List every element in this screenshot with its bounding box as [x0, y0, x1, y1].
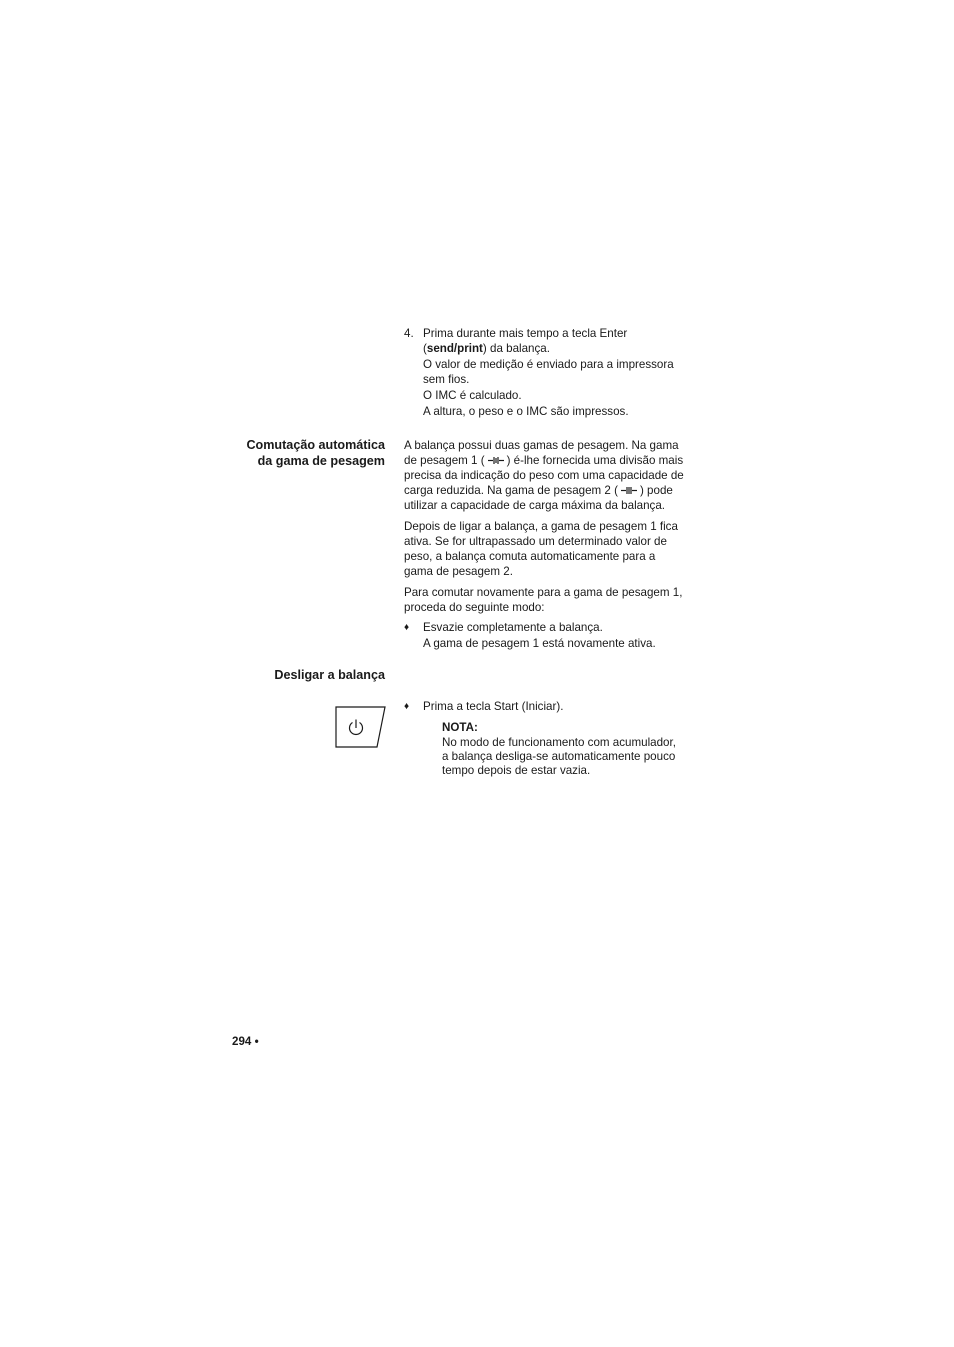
- paragraph-1: A balança possui duas gamas de pesagem. Na gama de pesagem 1 ( ) é-lhe fornecida uma divisão mais precisa da indicação do peso com uma capacidade de carga reduzida. Na gama de pesagem 2 ( ) pode utilizar a capacidade de carga máxima da balança.: [404, 439, 684, 512]
- step-line: A altura, o peso e o IMC são impressos.: [423, 405, 629, 418]
- bullet-diamond-icon: ♦: [404, 701, 410, 712]
- step-4: [404, 326, 704, 419]
- weighing-range-1-icon: [487, 456, 505, 465]
- bullet-item: ♦ Esvazie completamente a balança. A gama de pesagem 1 está novamente ativa.: [404, 621, 656, 650]
- step-number: 4.: [404, 327, 414, 340]
- step-line: O IMC é calculado.: [423, 389, 522, 402]
- paragraph-3: Para comutar novamente para a gama de pesagem 1, proceda do seguinte modo:: [404, 586, 683, 614]
- step-line-key: (send/print) da balança.: [423, 342, 550, 355]
- step-line: O valor de medição é enviado para a impressora: [423, 358, 674, 371]
- paragraph-2: Depois de ligar a balança, a gama de pesagem 1 fica ativa. Se for ultrapassado um determinado valor de peso, a balança comuta automaticamente para a gama de pesagem 2.: [404, 520, 678, 578]
- section-body-turn-off: [404, 699, 704, 778]
- section-body-auto-range: [404, 438, 704, 651]
- note-box: NOTA: No modo de funcionamento com acumulador, a balança desliga-se automaticamente pouco tempo depois de estar vazia.: [442, 720, 704, 778]
- step-line: Prima durante mais tempo a tecla Enter: [423, 327, 628, 340]
- weighing-range-2-icon: [620, 486, 638, 495]
- step-line: sem fios.: [423, 373, 470, 386]
- section-heading-turn-off: Desligar a balança: [274, 668, 385, 682]
- bullet-item: ♦ Prima a tecla Start (Iniciar).: [404, 700, 564, 713]
- bullet-diamond-icon: ♦: [404, 622, 410, 633]
- power-key-icon: [335, 706, 387, 748]
- send-print-key-label: send/print: [426, 342, 483, 355]
- page-number: 294 •: [232, 1035, 259, 1048]
- section-heading-auto-range: Comutação automática da gama de pesagem: [246, 438, 385, 468]
- note-title: NOTA:: [442, 721, 478, 734]
